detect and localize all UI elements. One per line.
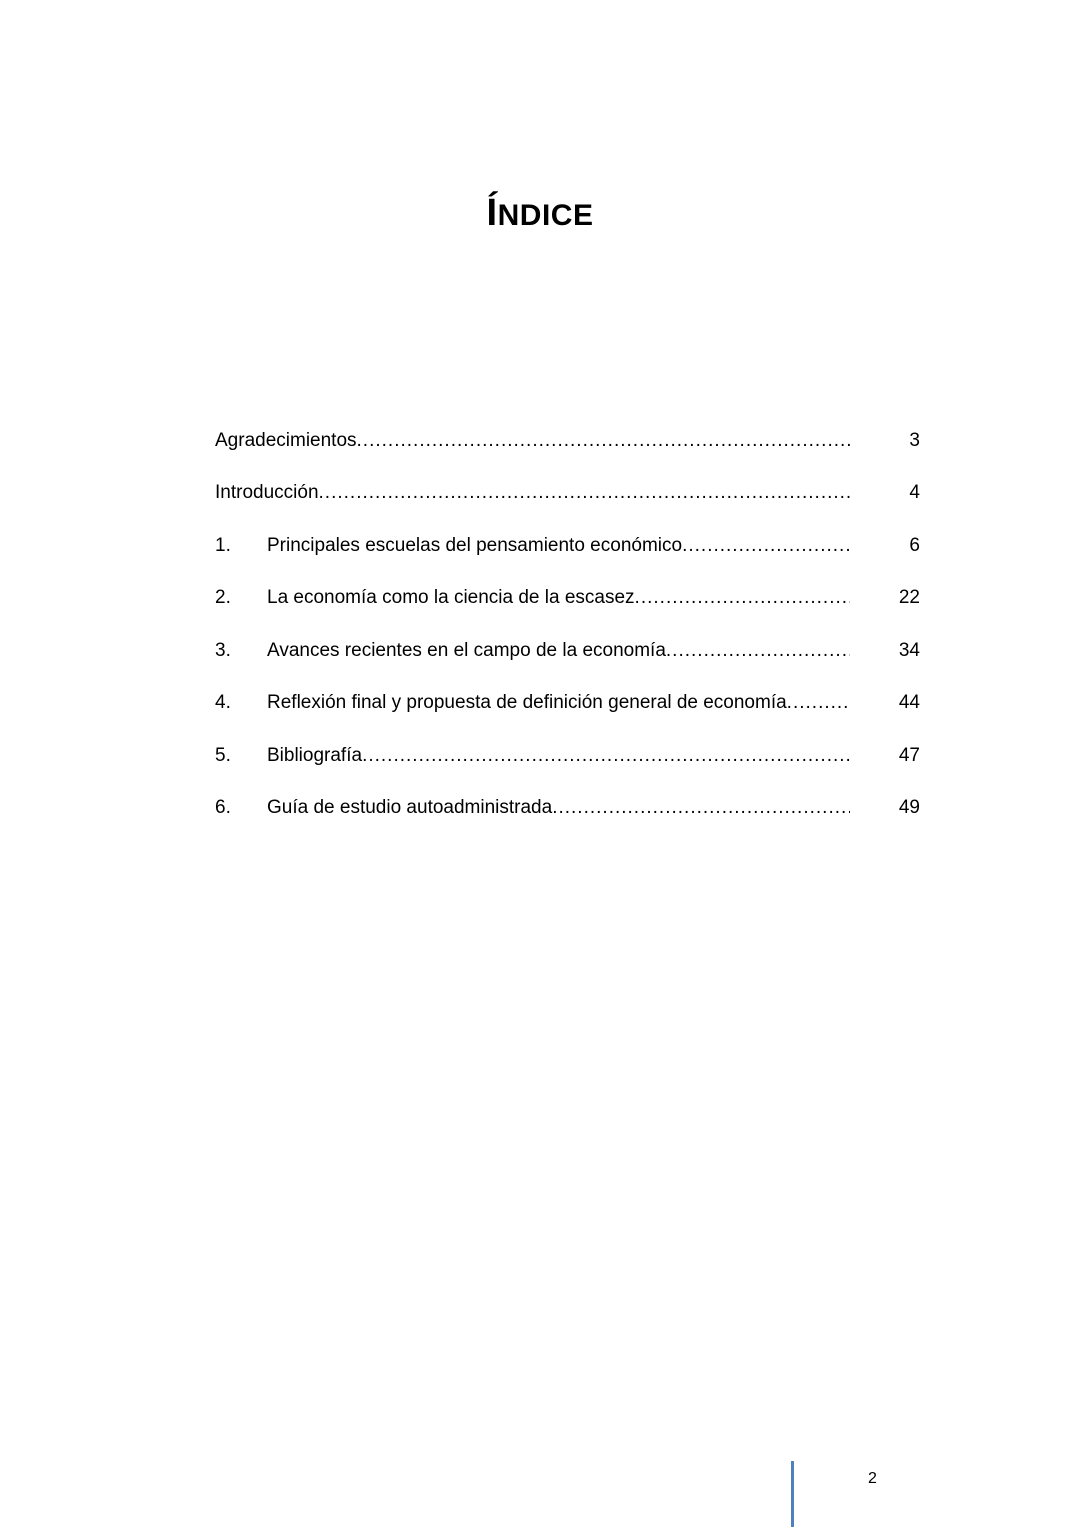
- toc-entry[interactable]: [215, 427, 920, 455]
- page-title: ÍNDICE: [486, 192, 594, 234]
- toc-entry-label: Reflexión final y propuesta de definición general de economía: [267, 692, 787, 713]
- footer-rule: [791, 1461, 794, 1527]
- leader-dots: [787, 689, 850, 717]
- toc-entry-page: 49: [898, 797, 920, 818]
- page-number: 2: [868, 1470, 877, 1487]
- toc-entry[interactable]: [215, 794, 920, 822]
- toc-entry-number: 2.: [215, 587, 231, 608]
- toc-entry-label: Avances recientes en el campo de la economía: [267, 640, 666, 661]
- toc-entry-number: 4.: [215, 692, 231, 713]
- toc-entry-label: Agradecimientos: [215, 430, 357, 451]
- toc-entry[interactable]: [215, 584, 920, 612]
- leader-dots: [666, 637, 850, 665]
- leader-dots: [362, 742, 850, 770]
- toc-entry-number: 6.: [215, 797, 231, 818]
- toc-entry-number: 3.: [215, 640, 231, 661]
- toc-entry[interactable]: [215, 689, 920, 717]
- toc-entry-page: 44: [898, 692, 920, 713]
- toc-entry-page: 6: [909, 535, 920, 556]
- leader-dots: [552, 794, 850, 822]
- toc-entry-number: 1.: [215, 535, 231, 556]
- toc-entry[interactable]: [215, 532, 920, 560]
- leader-dots: [635, 584, 850, 612]
- toc-entry[interactable]: [215, 479, 920, 507]
- toc-entry-page: 4: [909, 482, 920, 503]
- toc-entry[interactable]: [215, 742, 920, 770]
- toc-entry-label: La economía como la ciencia de la escasez: [267, 587, 635, 608]
- leader-dots: [319, 479, 850, 507]
- leader-dots: [357, 427, 850, 455]
- toc-entry-page: 34: [898, 640, 920, 661]
- toc-entry-page: 3: [909, 430, 920, 451]
- leader-dots: [682, 532, 850, 560]
- toc-entry-label: Principales escuelas del pensamiento económico: [267, 535, 683, 556]
- toc-entry-label: Introducción: [215, 482, 319, 503]
- toc-entry-page: 47: [898, 745, 920, 766]
- toc-entry-label: Guía de estudio autoadministrada: [267, 797, 553, 818]
- toc-entry-label: Bibliografía: [267, 745, 363, 766]
- toc-entry-number: 5.: [215, 745, 231, 766]
- toc-entry[interactable]: [215, 637, 920, 665]
- toc-entry-page: 22: [898, 587, 920, 608]
